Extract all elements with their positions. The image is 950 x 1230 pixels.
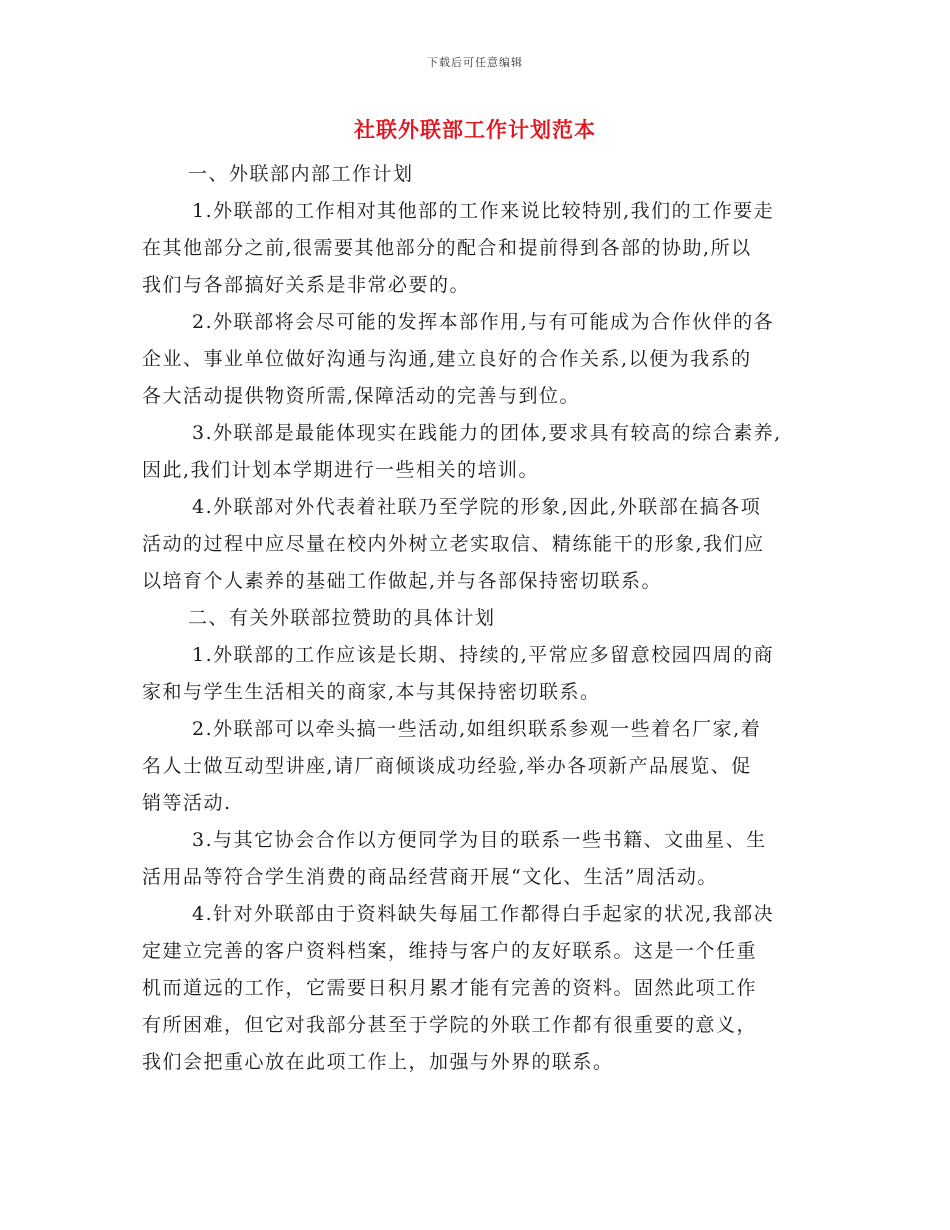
paragraph-line: 1.外联部的工作应该是长期、持续的,平常应多留意校园四周的商 (192, 644, 775, 666)
paragraph-line: 我们会把重心放在此项工作上，加强与外界的联系。 (142, 1051, 614, 1073)
paragraph-line: 有所困难，但它对我部分甚至于学院的外联工作都有很重要的意义， (142, 1014, 758, 1036)
paragraph-line: 活用品等符合学生消费的商品经营商开展“文化、生活”周活动。 (142, 866, 718, 888)
paragraph-line: 2.外联部可以牵头搞一些活动,如组织联系参观一些着名厂家,着 (192, 718, 762, 740)
paragraph-line: 1.外联部的工作相对其他部的工作来说比较特别,我们的工作要走 (192, 200, 775, 222)
paragraph-line: 家和与学生生活相关的商家,本与其保持密切联系。 (142, 681, 601, 703)
section-heading: 二、有关外联部拉赞助的具体计划 (188, 607, 496, 629)
paragraph-line: 因此,我们计划本学期进行一些相关的培训。 (142, 459, 540, 481)
document-title: 社联外联部工作计划范本 (354, 117, 596, 142)
paragraph-line: 定建立完善的客户资料档案，维持与客户的友好联系。这是一个任重 (142, 940, 758, 962)
paragraph-line: 3.与其它协会合作以方便同学为目的联系一些书籍、文曲星、生 (192, 829, 767, 851)
paragraph-line: 2.外联部将会尽可能的发挥本部作用,与有可能成为合作伙伴的各 (192, 311, 775, 333)
paragraph-line: 名人士做互动型讲座,请厂商倾谈成功经验,举办各项新产品展览、促 (142, 755, 752, 777)
section-heading: 一、外联部内部工作计划 (188, 163, 414, 185)
paragraph-line: 我们与各部搞好关系是非常必要的。 (142, 274, 471, 296)
document-body (142, 160, 822, 1085)
paragraph-line: 各大活动提供物资所需,保障活动的完善与到位。 (142, 385, 581, 407)
paragraph-line: 机而道远的工作，它需要日积月累才能有完善的资料。固然此项工作 (142, 977, 758, 999)
paragraph-line: 4.外联部对外代表着社联乃至学院的形象,因此,外联部在搞各项 (192, 496, 762, 518)
paragraph-line: 以培育个人素养的基础工作做起,并与各部保持密切联系。 (142, 570, 663, 592)
paragraph-line: 企业、事业单位做好沟通与沟通,建立良好的合作关系,以便为我系的 (142, 348, 752, 370)
paragraph-line: 4.针对外联部由于资料缺失每届工作都得白手起家的状况,我部决 (192, 903, 775, 925)
paragraph-line: 销等活动. (142, 792, 232, 814)
paragraph-line: 在其他部分之前,很需要其他部分的配合和提前得到各部的协助,所以 (142, 237, 752, 259)
page-header: 下载后可任意编辑 (427, 56, 523, 69)
paragraph-line: 活动的过程中应尽量在校内外树立老实取信、精练能干的形象,我们应 (142, 533, 765, 555)
paragraph-line: 3.外联部是最能体现实在践能力的团体,要求具有较高的综合素养, (192, 422, 782, 444)
